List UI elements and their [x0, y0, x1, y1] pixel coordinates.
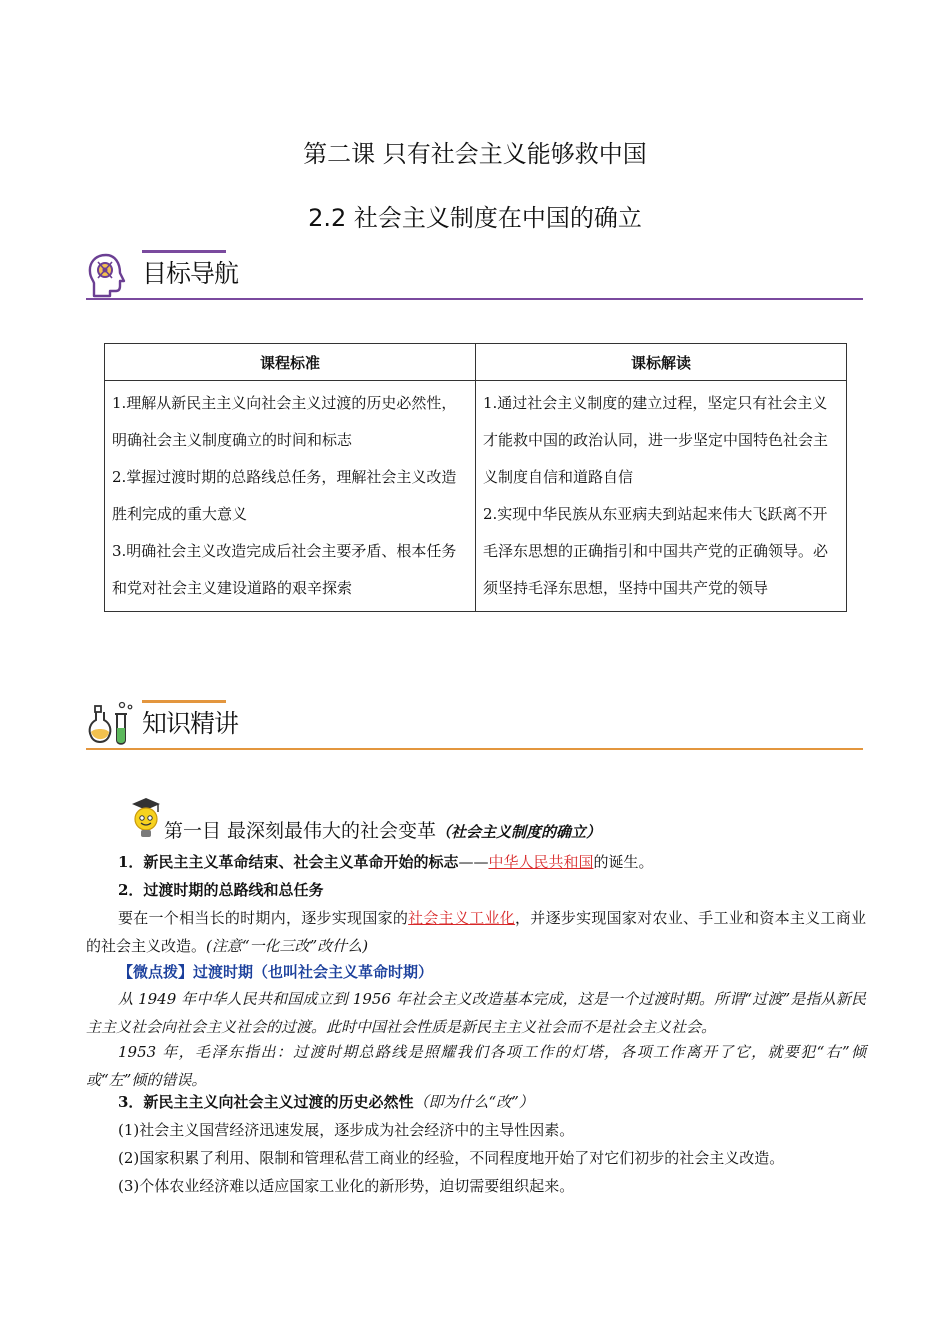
head-gear-icon: [86, 252, 130, 298]
tip-paragraph-2: 1953 年，毛泽东指出：过渡时期总路线是照耀我们各项工作的灯塔，各项工作离开了它，就要犯“右”倾或“左”倾的错误。: [86, 1043, 866, 1089]
point-1: 1．新民主主义革命结束、社会主义革命开始的标志——中华人民共和国的诞生。: [118, 853, 654, 871]
point-3: 3．新民主主义向社会主义过渡的历史必然性（即为什么“改”）: [118, 1093, 534, 1111]
flask-icon: [86, 700, 134, 748]
goal-section-header: [86, 250, 863, 300]
tip-label: 【微点拨】过渡时期（也叫社会主义革命时期）: [118, 963, 434, 981]
knowledge-section-header: [86, 700, 863, 750]
reason-item: (1)社会主义国营经济迅速发展，逐步成为社会经济中的主导性因素。: [118, 1121, 575, 1139]
highlight-prc: 中华人民共和国: [488, 853, 594, 871]
unit-note: （社会主义制度的确立）: [436, 823, 602, 841]
graduate-bulb-icon: [128, 796, 164, 840]
point-2: 2．过渡时期的总路线和总任务: [118, 881, 324, 899]
section-subtitle: 2.2 社会主义制度在中国的确立: [308, 204, 642, 232]
tip-paragraph-1: 从 1949 年中华人民共和国成立到 1956 年社会主义改造基本完成，这是一个过渡时期。所谓“过渡”是指从新民主主义社会向社会主义社会的过渡。此时中国社会性质是新民主主义社会而不是社会主义社会。: [86, 990, 866, 1036]
interpretation-item: 2.实现中华民族从东亚病夫到站起来伟大飞跃离不开毛泽东思想的正确指引和中国共产党的正确领导。必须坚持毛泽东思想，坚持中国共产党的领导: [483, 505, 829, 597]
table-header-interpretation: 课标解读: [476, 344, 847, 381]
table-header-standard: 课程标准: [105, 344, 476, 381]
goal-section-label: 目标导航: [142, 259, 239, 288]
highlight-industrialization: 社会主义工业化: [408, 909, 516, 927]
standard-item: 3.明确社会主义改造完成后社会主要矛盾、根本任务和党对社会主义建设道路的艰辛探索: [112, 542, 457, 597]
standard-item: 1.理解从新民主主义向社会主义过渡的历史必然性，明确社会主义制度确立的时间和标志: [112, 394, 457, 449]
knowledge-section-label: 知识精讲: [142, 709, 239, 738]
standards-table: [104, 343, 847, 612]
general-line-paragraph: 要在一个相当长的时期内，逐步实现国家的社会主义工业化，并逐步实现国家对农业、手工业和资本主义工商业的社会主义改造。(注意“一化三改”改什么): [86, 909, 866, 955]
standard-item: 2.掌握过渡时期的总路线总任务，理解社会主义改造胜利完成的重大意义: [112, 468, 457, 523]
interpretation-item: 1.通过社会主义制度的建立过程，坚定只有社会主义才能救中国的政治认同，进一步坚定中国特色社会主义制度自信和道路自信: [483, 394, 829, 486]
lesson-title: 第二课 只有社会主义能够救中国: [303, 140, 647, 168]
reason-item: (3)个体农业经济难以适应国家工业化的新形势，迫切需要组织起来。: [118, 1177, 575, 1195]
note-yihua-sangai: (注意“一化三改”改什么): [206, 937, 369, 955]
standards-cell: [105, 381, 476, 612]
unit-title: 第一目 最深刻最伟大的社会变革（社会主义制度的确立）: [164, 820, 602, 842]
interpretation-cell: [476, 381, 847, 612]
reason-item: (2)国家积累了利用、限制和管理私营工商业的经验，不同程度地开始了对它们初步的社会主义改造。: [118, 1149, 785, 1167]
